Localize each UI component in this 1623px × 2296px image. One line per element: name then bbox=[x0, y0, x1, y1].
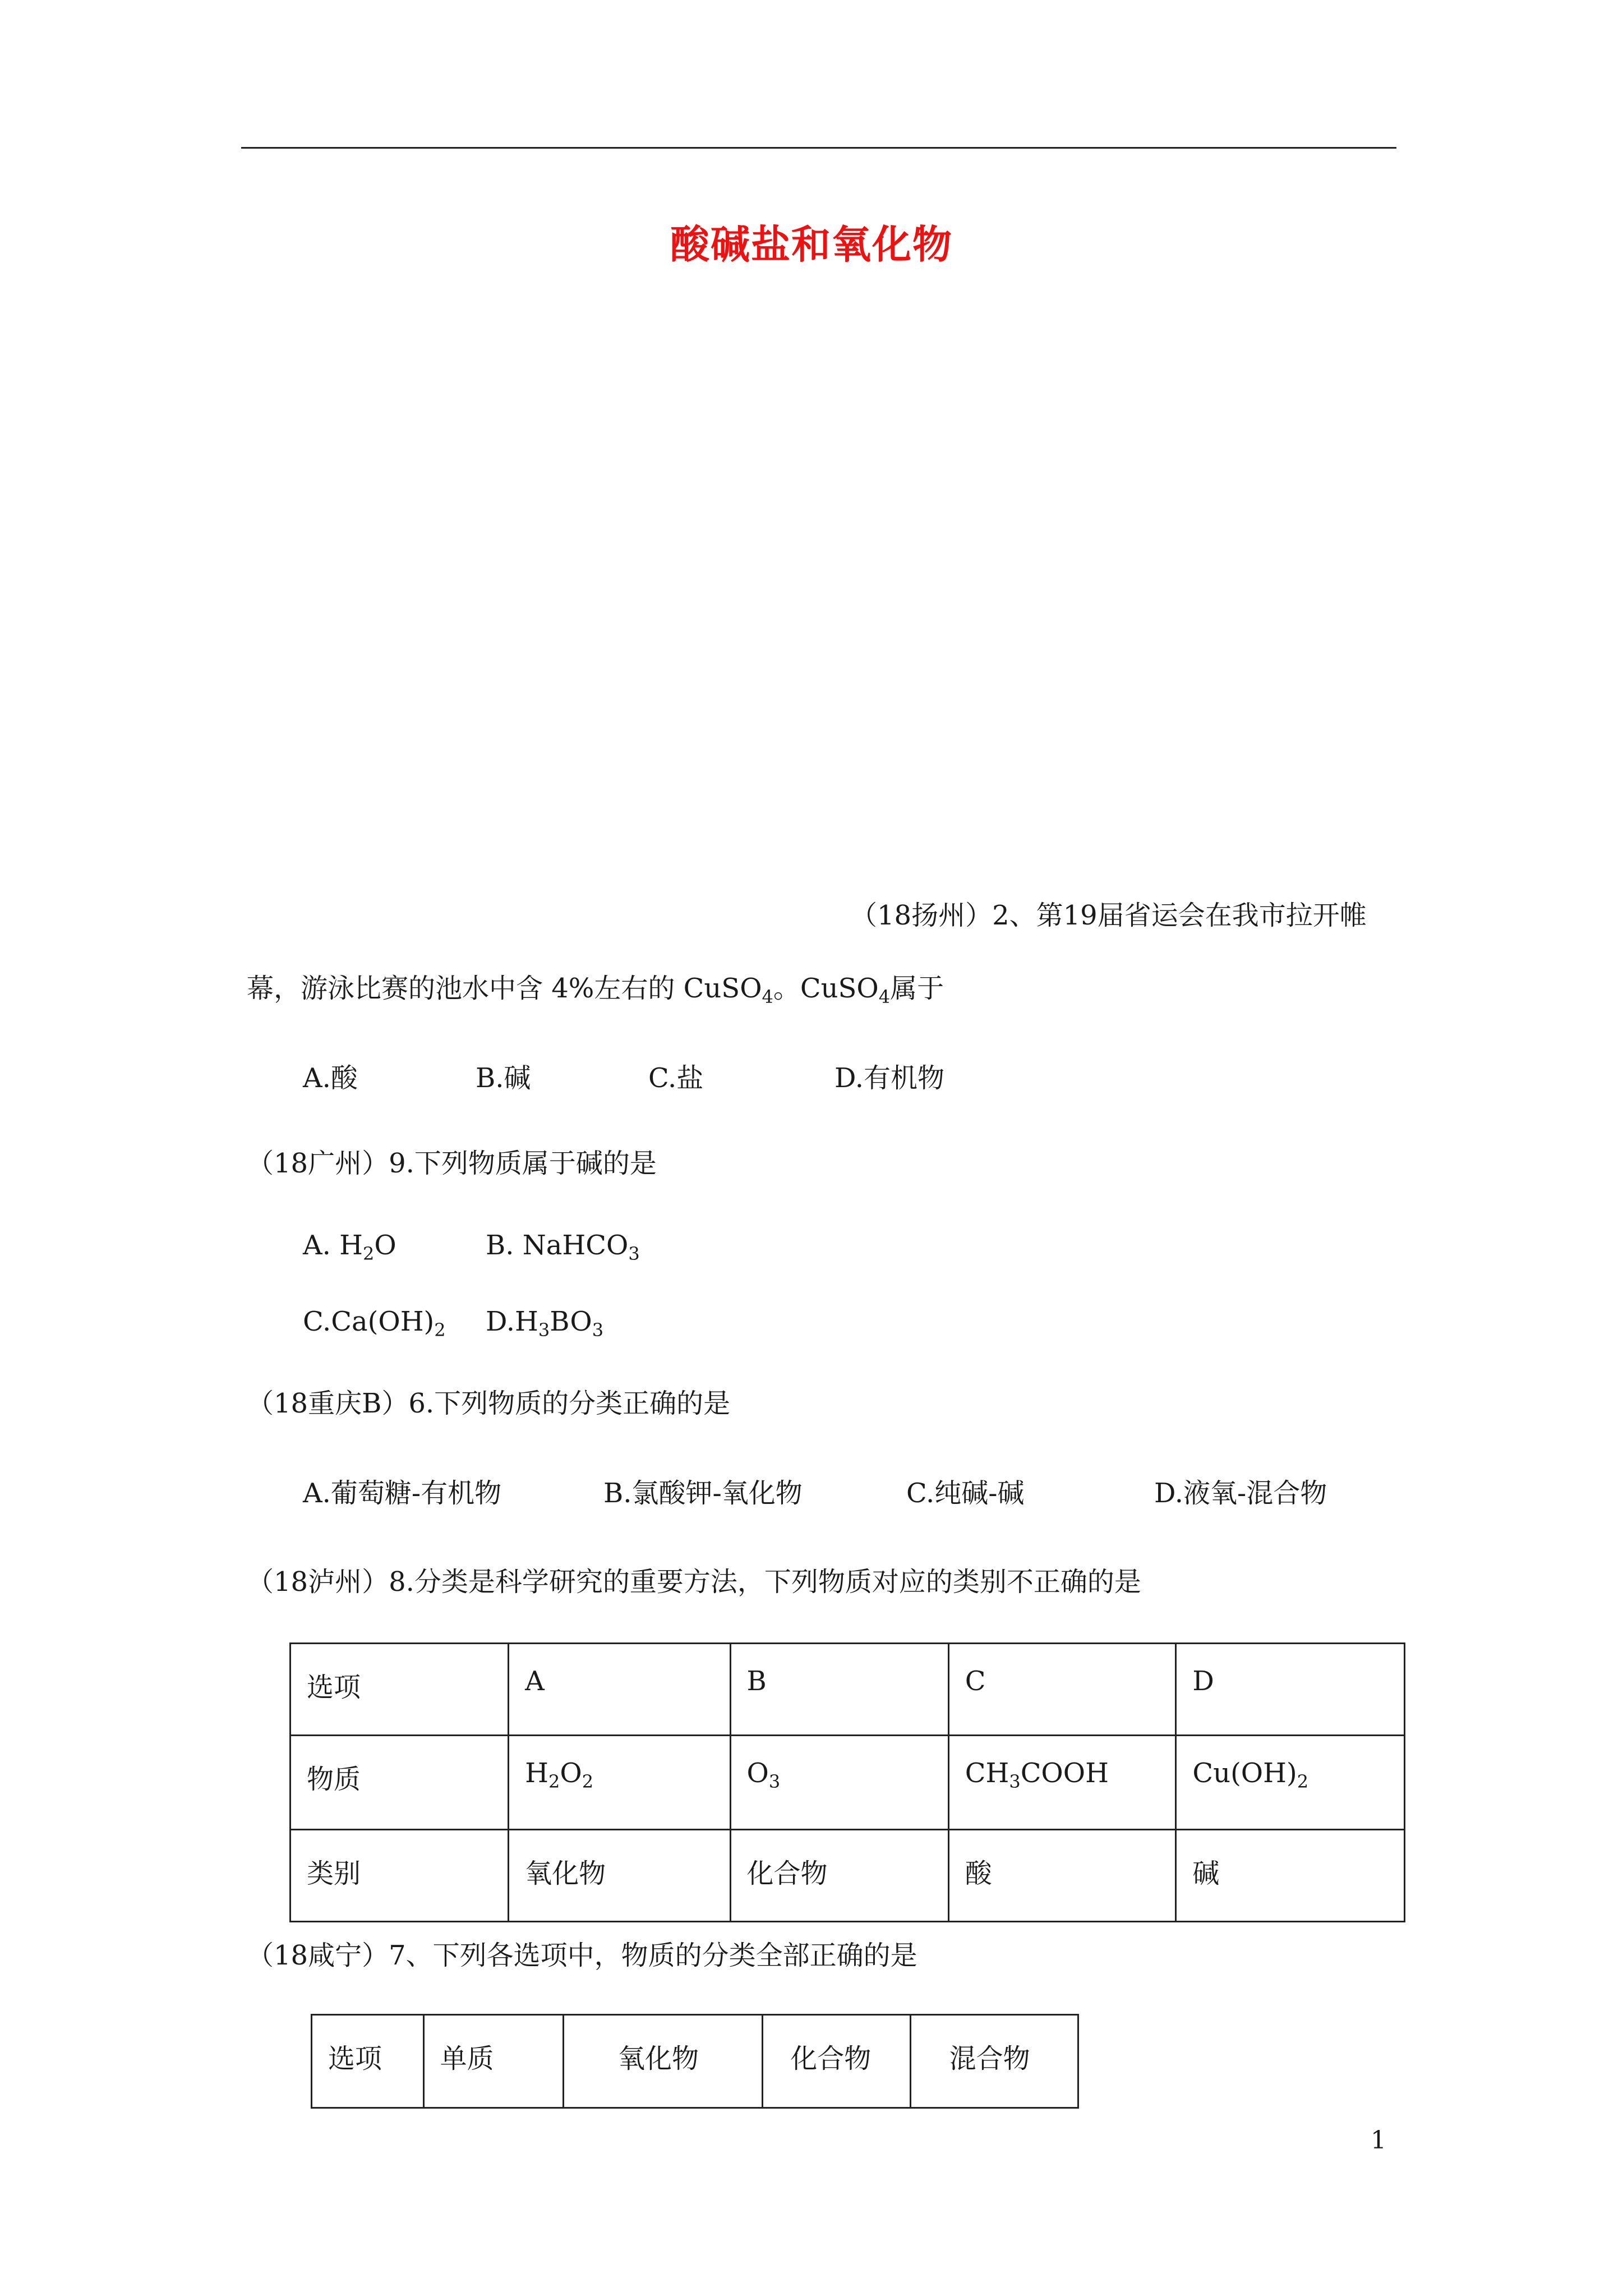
page-number: 1 bbox=[1371, 2126, 1386, 2155]
q4-stem: （18泸州）8.分类是科学研究的重要方法，下列物质对应的类别不正确的是 bbox=[247, 1566, 1141, 1598]
table-cell: 化合物 bbox=[730, 1830, 948, 1922]
q2-option-b: B. NaHCO$_3$ bbox=[486, 1230, 640, 1264]
table-cell: 氧化物 bbox=[509, 1830, 730, 1922]
table-cell: 选项 bbox=[312, 2015, 424, 2108]
table-row bbox=[291, 1736, 1405, 1830]
table-cell: 物质 bbox=[291, 1736, 509, 1830]
table-cell: 碱 bbox=[1176, 1830, 1405, 1922]
q1-option-d: D.有机物 bbox=[834, 1062, 945, 1094]
table-cell: 混合物 bbox=[910, 2015, 1078, 2108]
table-row bbox=[291, 1644, 1405, 1736]
table-cell: $O_3$ bbox=[730, 1736, 948, 1830]
table-cell: 酸 bbox=[948, 1830, 1176, 1922]
table-cell: A bbox=[509, 1644, 730, 1736]
q1-option-c: C.盐 bbox=[648, 1062, 704, 1094]
q4-table bbox=[289, 1642, 1405, 1922]
table-cell: C bbox=[948, 1644, 1176, 1736]
table-cell: B bbox=[730, 1644, 948, 1736]
q3-option-c: C.纯碱-碱 bbox=[906, 1478, 1025, 1509]
q1-option-b: B.碱 bbox=[476, 1062, 531, 1094]
q3-option-b: B.氯酸钾-氧化物 bbox=[603, 1478, 803, 1509]
q3-option-a: A.葡萄糖-有机物 bbox=[303, 1478, 502, 1509]
q2-option-c: $C.Ca(OH)_2$ bbox=[303, 1306, 446, 1341]
q3-option-d: D.液氧-混合物 bbox=[1154, 1478, 1327, 1509]
table-cell: D bbox=[1176, 1644, 1405, 1736]
q5-table bbox=[311, 2014, 1079, 2109]
table-cell: 类别 bbox=[291, 1830, 509, 1922]
q1-option-a: A.酸 bbox=[303, 1062, 358, 1094]
table-row bbox=[312, 2015, 1078, 2108]
table-cell: 氧化物 bbox=[563, 2015, 762, 2108]
table-cell: $CH_3COOH$ bbox=[948, 1736, 1176, 1830]
table-row bbox=[291, 1830, 1405, 1922]
q1-line2: 幕，游泳比赛的池水中含 4%左右的 CuSO$_4$。CuSO$_4$属于 bbox=[247, 973, 944, 1007]
q3-stem: （18重庆B）6.下列物质的分类正确的是 bbox=[247, 1388, 731, 1419]
table-cell: 选项 bbox=[291, 1644, 509, 1736]
table-cell: 化合物 bbox=[763, 2015, 910, 2108]
q2-stem: （18广州）9.下列物质属于碱的是 bbox=[247, 1148, 657, 1179]
q5-stem: （18咸宁）7、下列各选项中，物质的分类全部正确的是 bbox=[247, 1940, 917, 1971]
table-cell: $H_2O_2$ bbox=[509, 1736, 730, 1830]
table-cell: $Cu(OH)_2$ bbox=[1176, 1736, 1405, 1830]
header-rule bbox=[241, 147, 1396, 149]
q1-line1: （18扬州）2、第19届省运会在我市拉开帷 bbox=[850, 900, 1367, 931]
q2-option-d: $D.H_3BO_3$ bbox=[486, 1306, 604, 1341]
table-cell: 单质 bbox=[423, 2015, 563, 2108]
q2-option-a: A. $H_2O$ bbox=[303, 1230, 396, 1264]
page-title: 酸碱盐和氧化物 bbox=[670, 221, 953, 268]
